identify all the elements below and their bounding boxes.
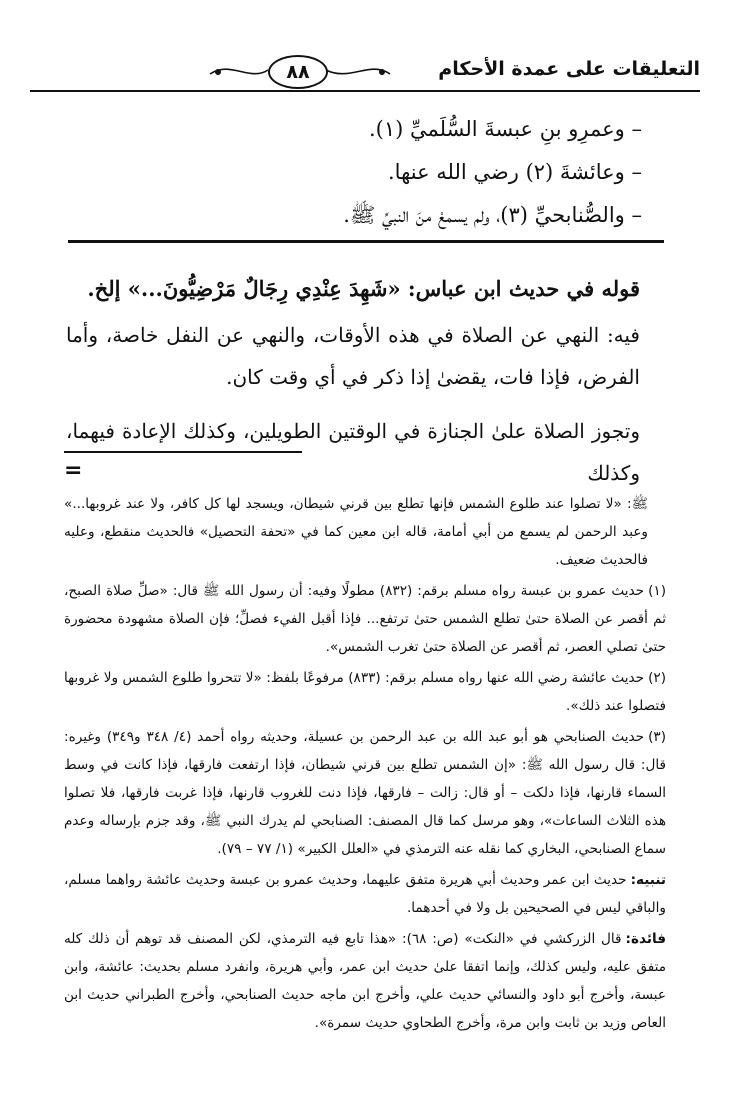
note-label: تنبيه: xyxy=(630,872,666,888)
page-number-ornament xyxy=(200,52,400,90)
note-faida xyxy=(64,925,666,1037)
footnote-separator xyxy=(64,451,302,453)
footnote-1 xyxy=(64,577,666,661)
list-item: – وعمرِو بنِ عبسةَ السُّلَميِّ (١). xyxy=(368,117,642,141)
footnote-number: (٢) xyxy=(648,670,667,686)
footnotes xyxy=(64,490,666,1040)
footnote-2 xyxy=(64,664,666,720)
note-text: حديث ابن عمر وحديث أبي هريرة متفق عليهما، وحديث عمرو بن عبسة وحديث عائشة رواهما مسلم، والباقي ليس في الصحيحين بل ولا في أحدهما. xyxy=(64,872,666,916)
header-rule xyxy=(30,90,700,92)
footnote-text: حديث عمرو بن عبسة رواه مسلم برقم: (٨٣٢) مطولًا وفيه: أن رسول الله ﷺ قال: «صلِّ صلاة الصبح، ثم أقصر عن الصلاة حتىٰ تطلع الشمس حتىٰ ترتفع... فإذا أقبل الفيء فصلِّ؛ فإن الصلاة مشهودة محضورة حتىٰ تصلي العصر، ثم أقصر عن الصلاة حتىٰ تغرب الشمس». xyxy=(64,583,666,655)
main-text xyxy=(66,268,640,494)
footnote-3 xyxy=(64,723,666,863)
list-item: – وعائشةَ (٢) رضي الله عنها. xyxy=(388,160,642,184)
footnote-text: حديث عائشة رضي الله عنها رواه مسلم برقم: (٨٣٣) مرفوعًا بلفظ: «لا تتحروا طلوع الشمس ولا غروبها فتصلوا عند ذلك». xyxy=(64,670,666,714)
footnote-text: حديث الصنابحي هو أبو عبد الله بن عبد الرحمن بن عسيلة، وحديثه رواه أحمد (٤/ ٣٤٨ و٣٤٩) وغيره: قال: قال رسول الله ﷺ: «إن الشمس تطلع بين قرني شيطان، فإذا ارتفعت فارقها، فإذا كانت في وسط السماء قارنها، فإذا دلكت – أو قال: زالت – فارقها، فإذا دنت للغروب قارنها، فإذا غربت فارقها، فلا تصلوا هذه الثلاث الساعات»، وهو مرسل كما قال المصنف: الصنابحي لم يدرك النبي ﷺ، وقد جزم بإرساله وعدم سماع الصنابحي، البخاري كما نقله عنه الترمذي في «العلل الكبير» (١/ ٧٧ – ٧٩). xyxy=(64,729,666,857)
paragraph: فيه: النهي عن الصلاة في هذه الأوقات، والنهي عن النفل خاصة، وأما الفرض، فإذا فات، يقضىٰ إذا ذكر في أي وقت كان. xyxy=(66,323,640,389)
note-text: قال الزركشي في «النكت» (ص: ٦٨): «هذا تابع فيه الترمذي، لكن المصنف قد توهم أن ذلك كله متفق عليه، وليس كذلك، وإنما اتفقا علىٰ حديث ابن عمر، وأبي هريرة، وانفرد مسلم بحديث: عائشة، وابن عبسة، وأخرج أبو داود والنسائي حديث علي، وأخرج ابن ماجه حديث الصنابحي، وأخرج الطبراني حديث ابن العاص وزيد بن ثابت وابن مرة، وأخرج الطحاوي حديث سمرة». xyxy=(64,931,666,1031)
page-header xyxy=(30,52,700,92)
narrator-list xyxy=(60,108,642,237)
footnote-number: (١) xyxy=(648,583,666,599)
note-tanbih xyxy=(64,866,666,922)
section-heading: قوله في حديث ابن عباس: «شَهِدَ عِنْدِي رِجَالٌ مَرْضِيُّونَ...» إلخ. xyxy=(87,276,640,301)
paragraph: وتجوز الصلاة علىٰ الجنازة في الوقتين الطويلين، وكذلك الإعادة فيهما، وكذلك xyxy=(66,419,640,485)
footnote-continuation: ﷺ: «لا تصلوا عند طلوع الشمس فإنها تطلع بين قرني شيطان، ويسجد لها كل كافر، ولا عند غروبها...» وعبد الرحمن لم يسمع من أبي أمامة، قاله ابن معين كما في «تحفة التحصيل» فالحديث منقطع، وعليه فالحديث ضعيف. xyxy=(64,496,648,568)
page-number: ٨٨ xyxy=(268,55,328,89)
continuation-mark: = xyxy=(64,458,83,483)
note-label: فائدة: xyxy=(625,931,666,947)
section-divider xyxy=(68,240,664,243)
running-title: التعليقات على عمدة الأحكام xyxy=(438,58,700,80)
list-item: – والصُّنابحيِّ (٣)، ولم يسمعْ منَ النبيِّ ﷺ. xyxy=(343,203,642,227)
footnote-number: (٣) xyxy=(648,729,666,745)
